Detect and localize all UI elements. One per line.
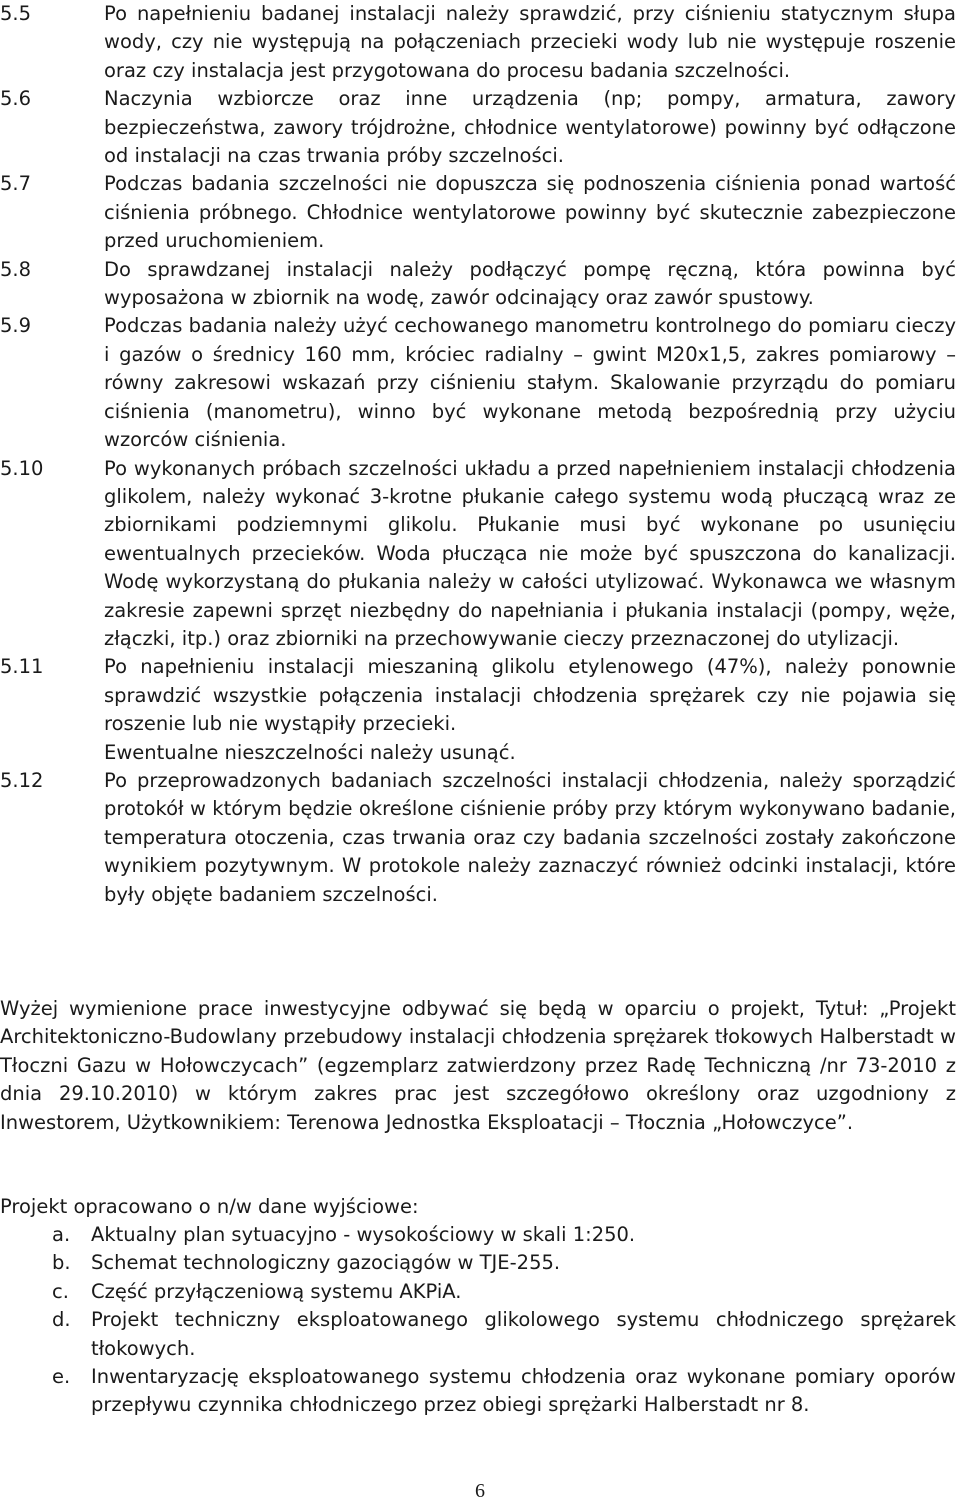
section-text: Naczynia wzbiorcze oraz inne urządzenia (np; pompy, armatura, zawory bezpieczeństwa, zawory trójdrożne, chłodnice wentylatorowe) powinny być odłączone od instalacji na czas trwania próby szczelności. [104, 87, 956, 168]
section-text: Po przeprowadzonych badaniach szczelności instalacji chłodzenia, należy sporządzić protokół w którym będzie określone ciśnienie próby przy którym wykonywano badanie, temperatura otoczenia, czas trwania oraz czy badania szczelności zostały zakończone wynikiem pozytywnym. W protokole należy zaznaczyć również odcinki instalacji, które były objęte badaniem szczelności. [104, 768, 956, 906]
list-text: Część przyłączeniową systemu AKPiA. [91, 1279, 462, 1303]
list-letter: e. [52, 1365, 71, 1389]
section-number: 5.8 [0, 257, 32, 281]
section-item [0, 312, 956, 454]
list-text: Inwentaryzację eksploatowanego systemu chłodzenia oraz wykonane pomiary oporów przepływu czynnika chłodniczego przez obiegi sprężarki Halberstadt nr 8. [91, 1365, 956, 1417]
section-note: Ewentualne nieszczelności należy usunąć. [104, 740, 516, 764]
list-item [0, 1278, 956, 1306]
section-number: 5.12 [0, 768, 44, 792]
list-letter: a. [52, 1223, 71, 1246]
list-item [0, 1249, 956, 1277]
section-number: 5.7 [0, 172, 32, 196]
section-number: 5.9 [0, 314, 32, 338]
section-text: Po napełnieniu instalacji mieszaniną glikolu etylenowego (47%), należy ponownie sprawdzić wszystkie połączenia instalacji chłodzenia sprężarek czy nie pojawia się roszenie lub nie wystąpiły przecieki. [104, 655, 956, 736]
section-number: 5.10 [0, 456, 44, 480]
section-text: Po napełnieniu badanej instalacji należy sprawdzić, przy ciśnieniu statycznym słupa wody, czy nie występują na połączeniach przecieki wody lub nie występuje roszenie oraz czy instalacja jest przygotowana do procesu badania szczelności. [104, 2, 956, 82]
list-text: Schemat technologiczny gazociągów w TJE-255. [91, 1251, 561, 1275]
source-data-list [0, 1221, 956, 1420]
section-text: Po wykonanych próbach szczelności układu a przed napełnieniem instalacji chłodzenia glikolem, należy wykonać 3-krotne płukanie całego systemu wodą płuczącą wraz ze zbiornikami podziemnymi glikolu. Płukanie musi być wykonane po usunięciu ewentualnych przecieków. Woda płucząca nie może być spuszczona do kanalizacji. Wodę wykorzystaną do płukania należy w całości utylizować. Wykonawca we własnym zakresie zapewni sprzęt niezbędny do napełniania i płukania instalacji (pompy, węże, złączki, itp.) oraz zbiorniki na przechowywanie cieczy przeznaczonej do utylizacji. [104, 456, 956, 650]
list-text: Projekt techniczny eksploatowanego glikolowego systemu chłodniczego sprężarek tłokowych. [91, 1308, 956, 1360]
section-item [0, 767, 956, 909]
page-number: 6 [475, 1480, 485, 1502]
section-item [0, 0, 956, 85]
list-letter: d. [52, 1308, 71, 1332]
project-paragraph: Wyżej wymienione prace inwestycyjne odbywać się będą w oparciu o projekt, Tytuł: „Projekt Architektoniczno-Budowlany przebudowy instalacji chłodzenia sprężarek tłokowych Halberstadt w Tłoczni Gazu w Hołowczycach” (egzemplarz zatwierdzony przez Radę Techniczną /nr 73-2010 z dnia 29.10.2010) w którym zakres prac jest szczegółowo określony oraz uzgodniony z Inwestorem, Użytkownikiem: Terenowa Jednostka Eksploatacji – Tłocznia „Hołowczyce”. [0, 997, 956, 1134]
section-text: Podczas badania szczelności nie dopuszcza się podnoszenia ciśnienia ponad wartość ciśnienia próbnego. Chłodnice wentylatorowe powinny być skutecznie zabezpieczone przed uruchomieniem. [104, 172, 956, 253]
section-number: 5.6 [0, 87, 32, 111]
section-item [0, 455, 956, 654]
list-letter: b. [52, 1251, 71, 1275]
list-text: Aktualny plan sytuacyjno - wysokościowy w skali 1:250. [91, 1223, 636, 1246]
section-item [0, 256, 956, 313]
section-text: Podczas badania należy użyć cechowanego manometru kontrolnego do pomiaru cieczy i gazów o średnicy 160 mm, króciec radialny – gwint M20x1,5, zakres pomiarowy – równy zakresowi wskazań przy ciśnieniu stałym. Skalowanie przyrządu do pomiaru ciśnienia (manometru), winno być wykonane metodą bezpośrednią przy użyciu wzorców ciśnienia. [104, 314, 956, 452]
list-letter: c. [52, 1279, 69, 1303]
section-text: Do sprawdzanej instalacji należy podłączyć pompę ręczną, która powinna być wyposażona w zbiornik na wodę, zawór odcinający oraz zawór spustowy. [104, 257, 956, 310]
list-item [0, 1221, 956, 1249]
section-item [0, 653, 956, 767]
section-item [0, 170, 956, 255]
section-number: 5.5 [0, 2, 32, 25]
section-number: 5.11 [0, 655, 44, 679]
list-item [0, 1363, 956, 1420]
section-item [0, 85, 956, 170]
list-item [0, 1306, 956, 1363]
source-data-intro: Projekt opracowano o n/w dane wyjściowe: [0, 1195, 419, 1218]
